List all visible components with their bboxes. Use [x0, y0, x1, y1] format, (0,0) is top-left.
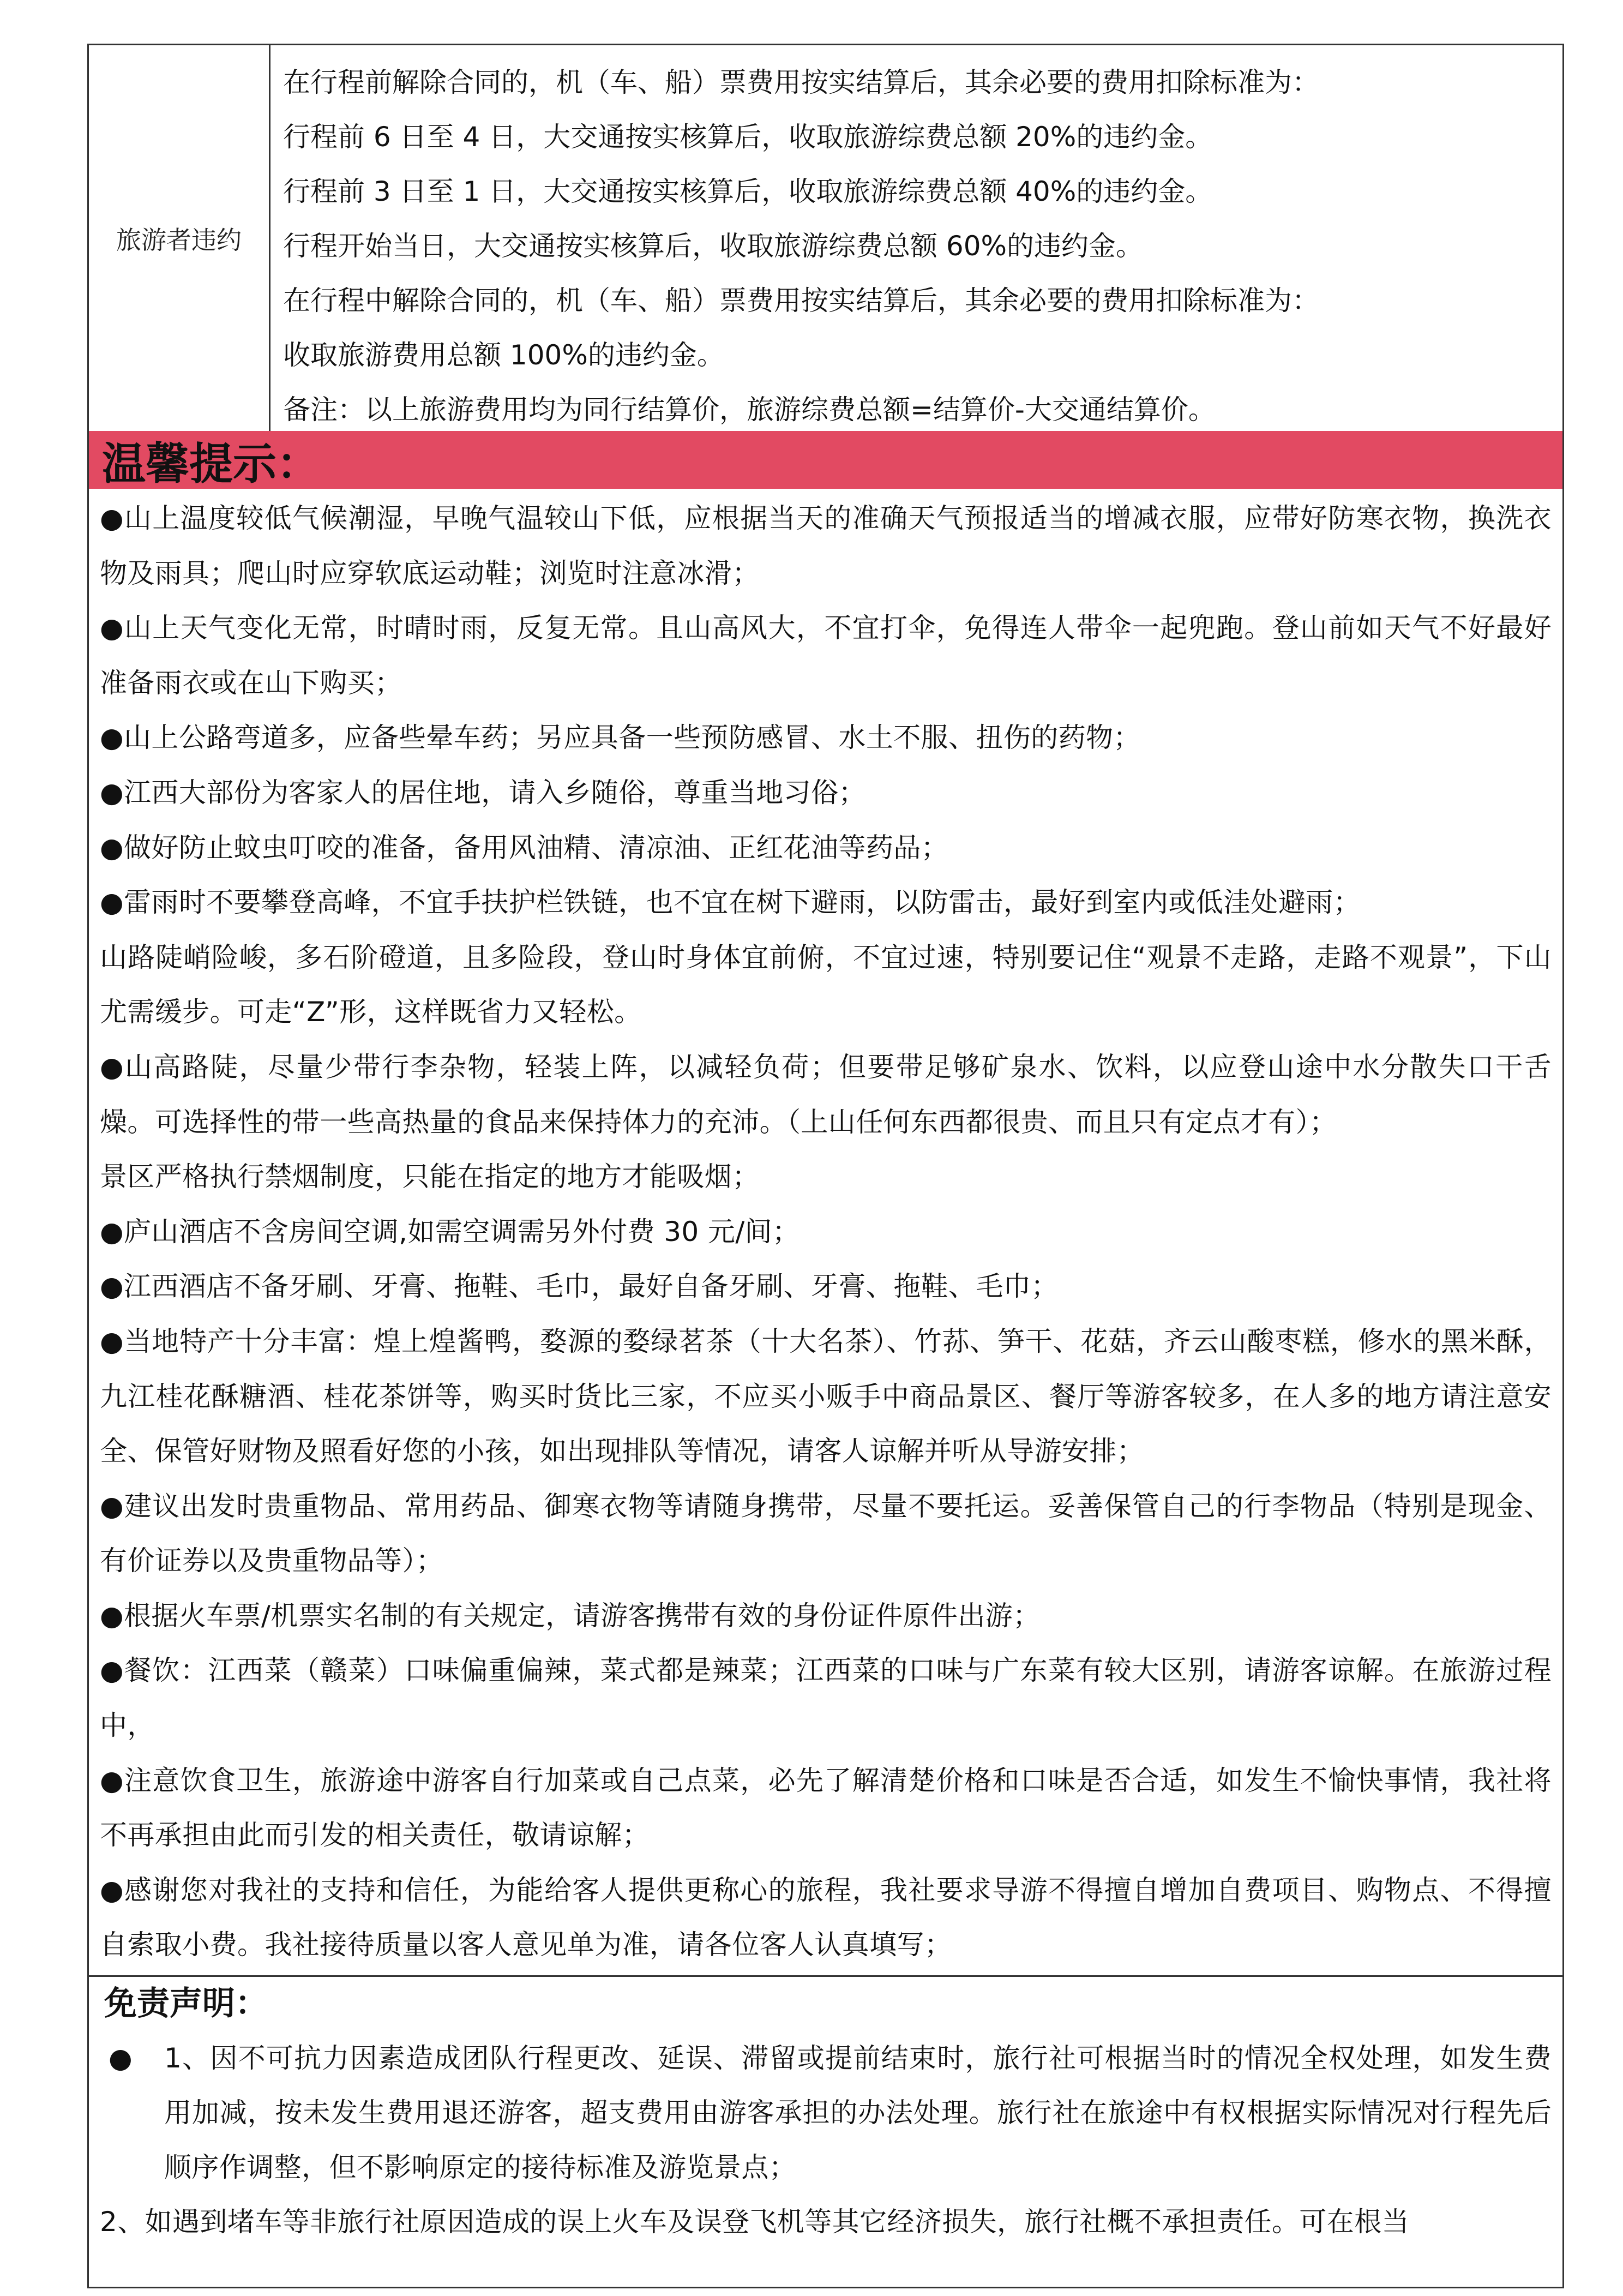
tip-paragraph: ●感谢您对我社的支持和信任，为能给客人提供更称心的旅程，我社要求导游不得擅自增加自费项目、购物点、不得擅自索取小费。我社接待质量以客人意见单为准，请各位客人认真填写； — [100, 1874, 1552, 1961]
tip-paragraph: ●庐山酒店不含房间空调,如需空调需另外付费 30 元/间； — [100, 1215, 800, 1248]
document-frame — [87, 44, 1564, 2288]
penalty-line: 在行程中解除合同的，机（车、船）票费用按实结算后，其余必要的费用扣除标准为： — [283, 285, 1319, 316]
tip-paragraph: 山路陡峭险峻，多石阶磴道，且多险段，登山时身体宜前俯，不宜过速，特别要记住“观景不走路，走路不观景”，下山尤需缓步。可走“Z”形，这样既省力又轻松。 — [100, 941, 1552, 1028]
tip-paragraph: ●餐饮：江西菜（赣菜）口味偏重偏辣，菜式都是辣菜；江西菜的口味与广东菜有较大区别，请游客谅解。在旅游过程中， — [100, 1654, 1552, 1742]
disclaimer-item-text: 1、因不可抗力因素造成团队行程更改、延误、滞留或提前结束时，旅行社可根据当时的情况全权处理，如发生费用加减，按未发生费用退还游客，超支费用由游客承担的办法处理。旅行社在旅途中有权根据实际情况对行程先后顺序作调整，但不影响原定的接待标准及游览景点； — [164, 2042, 1552, 2183]
tip-paragraph: ●雷雨时不要攀登高峰，不宜手扶护栏铁链，也不宜在树下避雨，以防雷击，最好到室内或低洼处避雨； — [100, 886, 1361, 919]
tip-paragraph: ●山高路陡，尽量少带行李杂物，轻装上阵，以减轻负荷；但要带足够矿泉水、饮料，以应登山途中水分散失口干舌燥。可选择性的带一些高热量的食品来保持体力的充沛。（上山任何东西都很贵、而且只有定点才有）； — [100, 1051, 1552, 1138]
disclaimer-item-2: 2、如遇到堵车等非旅行社原因造成的误上火车及误登飞机等其它经济损失，旅行社概不承担责任。可在根当 — [100, 2206, 1410, 2238]
tip-paragraph: ●注意饮食卫生，旅游途中游客自行加菜或自己点菜，必先了解清楚价格和口味是否合适，如发生不愉快事情，我社将不再承担由此而引发的相关责任，敬请谅解； — [100, 1764, 1552, 1851]
tip-paragraph: ●做好防止蚊虫叮咬的准备，备用风油精、清凉油、正红花油等药品； — [100, 831, 949, 864]
tip-paragraph: ●根据火车票/机票实名制的有关规定，请游客携带有效的身份证件原件出游； — [100, 1599, 1041, 1632]
tip-paragraph: ●山上公路弯道多，应备些晕车药；另应具备一些预防感冒、水土不服、扭伤的药物； — [100, 722, 1141, 754]
tip-paragraph: ●江西大部份为客家人的居住地，请入乡随俗，尊重当地习俗； — [100, 776, 866, 808]
tip-paragraph: ●山上天气变化无常，时晴时雨，反复无常。且山高风大，不宜打伞，免得连人带伞一起兜跑。登山前如天气不好最好准备雨衣或在山下购买； — [100, 612, 1552, 699]
tip-paragraph: 景区严格执行禁烟制度，只能在指定的地方才能吸烟； — [100, 1161, 760, 1193]
tip-paragraph: ●建议出发时贵重物品、常用药品、御寒衣物等请随身携带，尽量不要托运。妥善保管自己的行李物品（特别是现金、有价证券以及贵重物品等）； — [100, 1490, 1552, 1577]
penalty-terms — [283, 55, 1552, 437]
tip-paragraph: ●江西酒店不备牙刷、牙膏、拖鞋、毛巾，最好自备牙刷、牙膏、拖鞋、毛巾； — [100, 1270, 1059, 1303]
tip-paragraph: ●山上温度较低气候潮湿，早晚气温较山下低，应根据当天的准确天气预报适当的增减衣服，应带好防寒衣物，换洗衣物及雨具；爬山时应穿软底运动鞋；浏览时注意冰滑； — [100, 502, 1552, 589]
disclaimer-item — [100, 2031, 1552, 2195]
section-divider — [89, 1975, 1562, 1977]
penalty-line: 备注：以上旅游费用均为同行结算价，旅游综费总额=结算价-大交通结算价。 — [283, 394, 1216, 425]
penalty-line: 行程前 3 日至 1 日，大交通按实核算后，收取旅游综费总额 40%的违约金。 — [283, 176, 1213, 207]
tip-paragraph: ●当地特产十分丰富：煌上煌酱鸭，婺源的婺绿茗茶（十大名茶）、竹荪、笋干、花菇，齐云山酸枣糕，修水的黑米酥，九江桂花酥糖酒、桂花茶饼等，购买时货比三家，不应买小贩手中商品景区、餐厅等游客较多，在人多的地方请注意安全、保管好财物及照看好您的小孩，如出现排队等情况，请客人谅解并听从导游安排； — [100, 1325, 1552, 1467]
disclaimer-title: 免责声明： — [104, 1985, 268, 2023]
penalty-line: 在行程前解除合同的，机（车、船）票费用按实结算后，其余必要的费用扣除标准为： — [283, 67, 1319, 98]
column-divider — [269, 45, 270, 431]
penalty-label: 旅游者违约 — [116, 225, 242, 255]
disclaimer-section — [89, 2031, 1562, 2249]
penalty-line: 行程开始当日，大交通按实核算后，收取旅游综费总额 60%的违约金。 — [283, 230, 1144, 262]
penalty-line: 行程前 6 日至 4 日，大交通按实核算后，收取旅游综费总额 20%的违约金。 — [283, 121, 1213, 153]
tips-section — [89, 489, 1562, 1973]
penalty-line: 收取旅游费用总额 100%的违约金。 — [283, 339, 724, 371]
tips-title-banner: 温馨提示： — [89, 431, 1562, 489]
bullet-icon: ● — [109, 2042, 133, 2074]
penalty-row — [89, 45, 1562, 431]
